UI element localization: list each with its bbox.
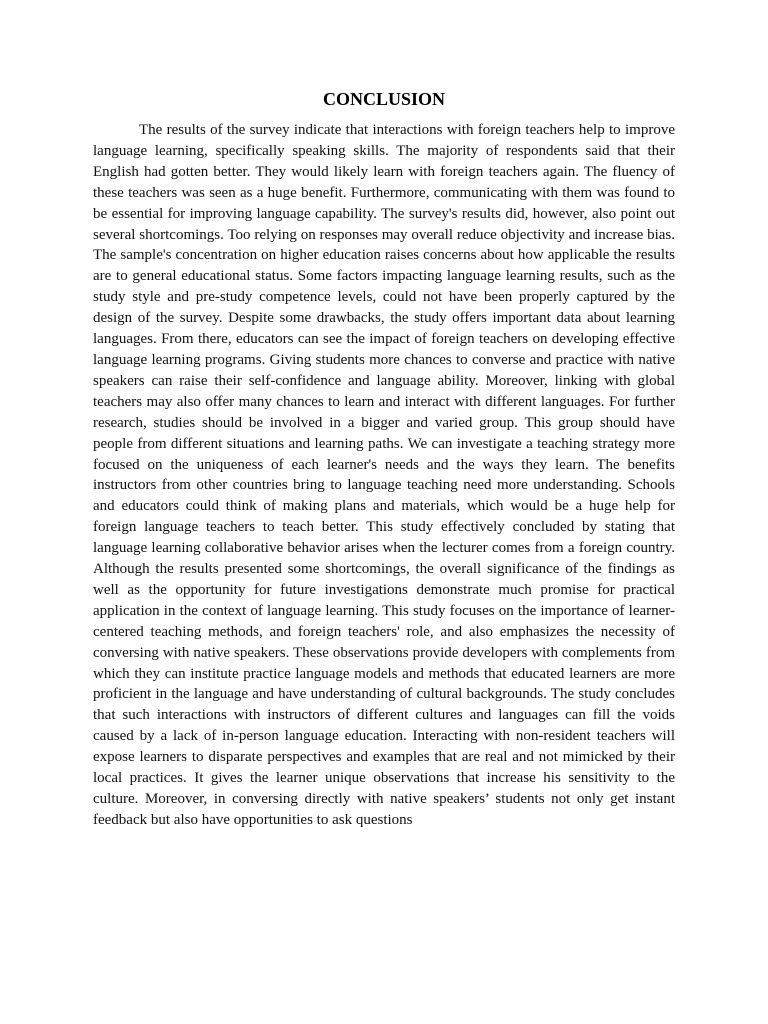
page-title: CONCLUSION <box>322 89 446 109</box>
conclusion-paragraph: The results of the survey indicate that interactions with foreign teachers help to improve language learning, specifically speaking skills. The majority of respondents said that their English had gotten better. They would likely learn with foreign teachers again. The fluency of these teachers was seen as a huge benefit. Furthermore, communicating with them was found to be essential for improving language capability. The survey's results did, however, also point out several shortcomings. Too relying on responses may overall reduce objectivity and increase bias. The sample's concentration on higher education raises concerns about how applicable the results are to general educational status. Some factors impacting language learning results, such as the study style and pre-study competence levels, could not have been properly captured by the design of the survey. Despite some drawbacks, the study offers important data about learning languages. From there, educators can see the impact of foreign teachers on developing effective language learning programs. Giving students more chances to converse and practice with native speakers can raise their self-confidence and language ability. Moreover, linking with global teachers may also offer many chances to learn and interact with different languages. For further research, studies should be involved in a bigger and varied group. This group should have people from different situations and learning paths. We can investigate a teaching strategy more focused on the uniqueness of each learner's needs and the ways they learn. The benefits instructors from other countries bring to language teaching need more understanding. Schools and educators could think of making plans and materials, which would be a huge help for foreign language teachers to teach better. This study effectively concluded by stating that language learning collaborative behavior arises when the lecturer comes from a foreign country. Although the results presented some shortcomings, the overall significance of the findings as well as the opportunity for future investigations demonstrate much promise for practical application in the context of language learning. This study focuses on the importance of learner-centered teaching methods, and foreign teachers' role, and also emphasizes the necessity of conversing with native speakers. These observations provide developers with complements from which they can institute practice language models and methods that educated learners are more proficient in the language and have understanding of cultural backgrounds. The study concludes that such interactions with instructors of different cultures and languages can fill the voids caused by a lack of in-person language education. Interacting with non-resident teachers will expose learners to disparate perspectives and examples that are real and not mimicked by their local practices. It gives the learner unique observations that increase his sensitivity to the culture. Moreover, in conversing directly with native speakers’ students not only get instant feedback but also have opportunities to ask questions <box>93 122 675 828</box>
